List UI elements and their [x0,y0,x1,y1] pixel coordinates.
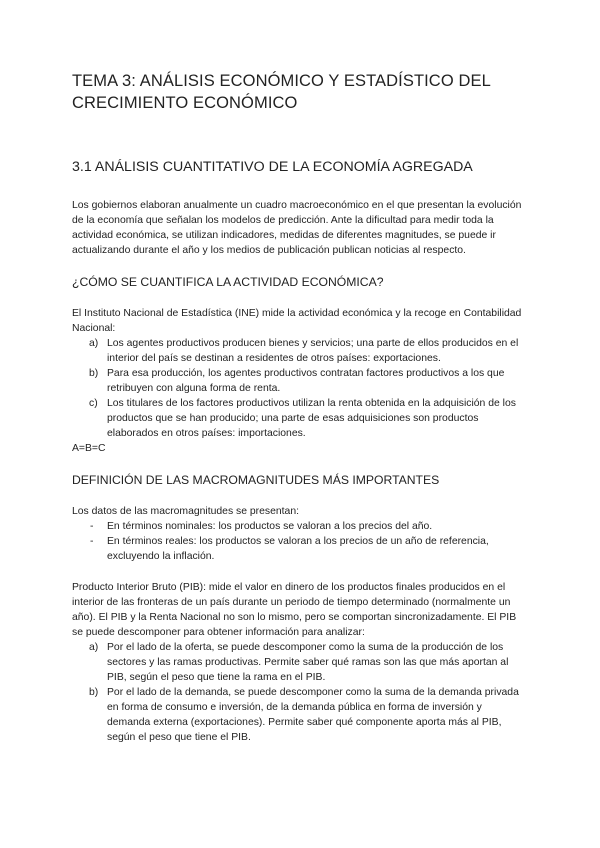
list-item [72,685,528,745]
list-item-text: Los agentes productivos producen bienes y servicios; una parte de ellos producidos en el interior del país se destinan a residentes de otros países: exportaciones. [107,338,519,364]
list-item [72,336,528,366]
section-intro-paragraph: Los gobiernos elaboran anualmente un cuadro macroeconómico en el que presentan la evolución de la economía que señalan los modelos de predicción. Ante la dificultad para medir toda la actividad económica, se utilizan indicadores, medidas de diferentes magnitudes, se puede ir actualizando durante el año y los medios de publicación publican noticias al respecto. [72,200,522,256]
cuantifica-list [72,336,528,441]
list-item [72,534,528,564]
terms-list [72,519,528,564]
list-item [72,640,528,685]
dash-marker: - [90,536,94,547]
list-item [72,519,528,534]
cuantifica-heading: ¿CÓMO SE CUANTIFICA LA ACTIVIDAD ECONÓMICA? [72,275,384,289]
list-marker: b) [89,687,99,698]
list-marker: a) [89,642,99,653]
list-item [72,396,528,441]
pib-paragraph: Producto Interior Bruto (PIB): mide el valor en dinero de los productos finales producidos en el interior de las fronteras de un país durante un periodo de tiempo determinado (normalmente un año). El PIB y la Renta Nacional no son lo mismo, pero se comportan sincronizadamente. El PIB se puede descomponer para obtener información para analizar: [72,582,517,638]
definicion-heading: DEFINICIÓN DE LAS MACROMAGNITUDES MÁS IMPORTANTES [72,473,440,487]
list-item-text: En términos reales: los productos se valoran a los precios de un año de referencia, excluyendo la inflación. [107,536,489,562]
list-item-text: Para esa producción, los agentes productivos contratan factores productivos a los que retribuyen con alguna forma de renta. [107,368,505,394]
equation: A=B=C [72,443,106,454]
list-marker: c) [89,398,98,409]
list-marker: a) [89,338,99,349]
ine-paragraph: El Instituto Nacional de Estadística (INE) mide la actividad económica y la recoge en Contabilidad Nacional: [72,308,522,334]
list-marker: b) [89,368,99,379]
dash-marker: - [90,521,94,532]
list-item-text: En términos nominales: los productos se valoran a los precios del año. [107,521,433,532]
section-heading: 3.1 ANÁLISIS CUANTITATIVO DE LA ECONOMÍA AGREGADA [72,159,473,175]
pib-list [72,640,528,745]
document-title: TEMA 3: ANÁLISIS ECONÓMICO Y ESTADÍSTICO DEL CRECIMIENTO ECONÓMICO [72,72,491,112]
list-item-text: Por el lado de la oferta, se puede descomponer como la suma de la producción de los sectores y las ramas productivas. Permite saber qué ramas son las que más aportan al PIB, según el peso que tiene la rama en el PIB. [107,642,509,683]
list-item-text: Por el lado de la demanda, se puede descomponer como la suma de la demanda privada en forma de consumo e inversión, de la demanda pública en forma de inversión y demanda externa (exportaciones). Permite saber qué componente aporta más al PIB, según el peso que tiene el PIB. [107,687,519,743]
list-item-text: Los titulares de los factores productivos utilizan la renta obtenida en la adquisición de los productos que se han producido; una parte de esas adquisiciones son productos elaborados en otros países: importaciones. [107,398,516,439]
list-item [72,366,528,396]
macromagnitudes-intro: Los datos de las macromagnitudes se presentan: [72,506,299,517]
